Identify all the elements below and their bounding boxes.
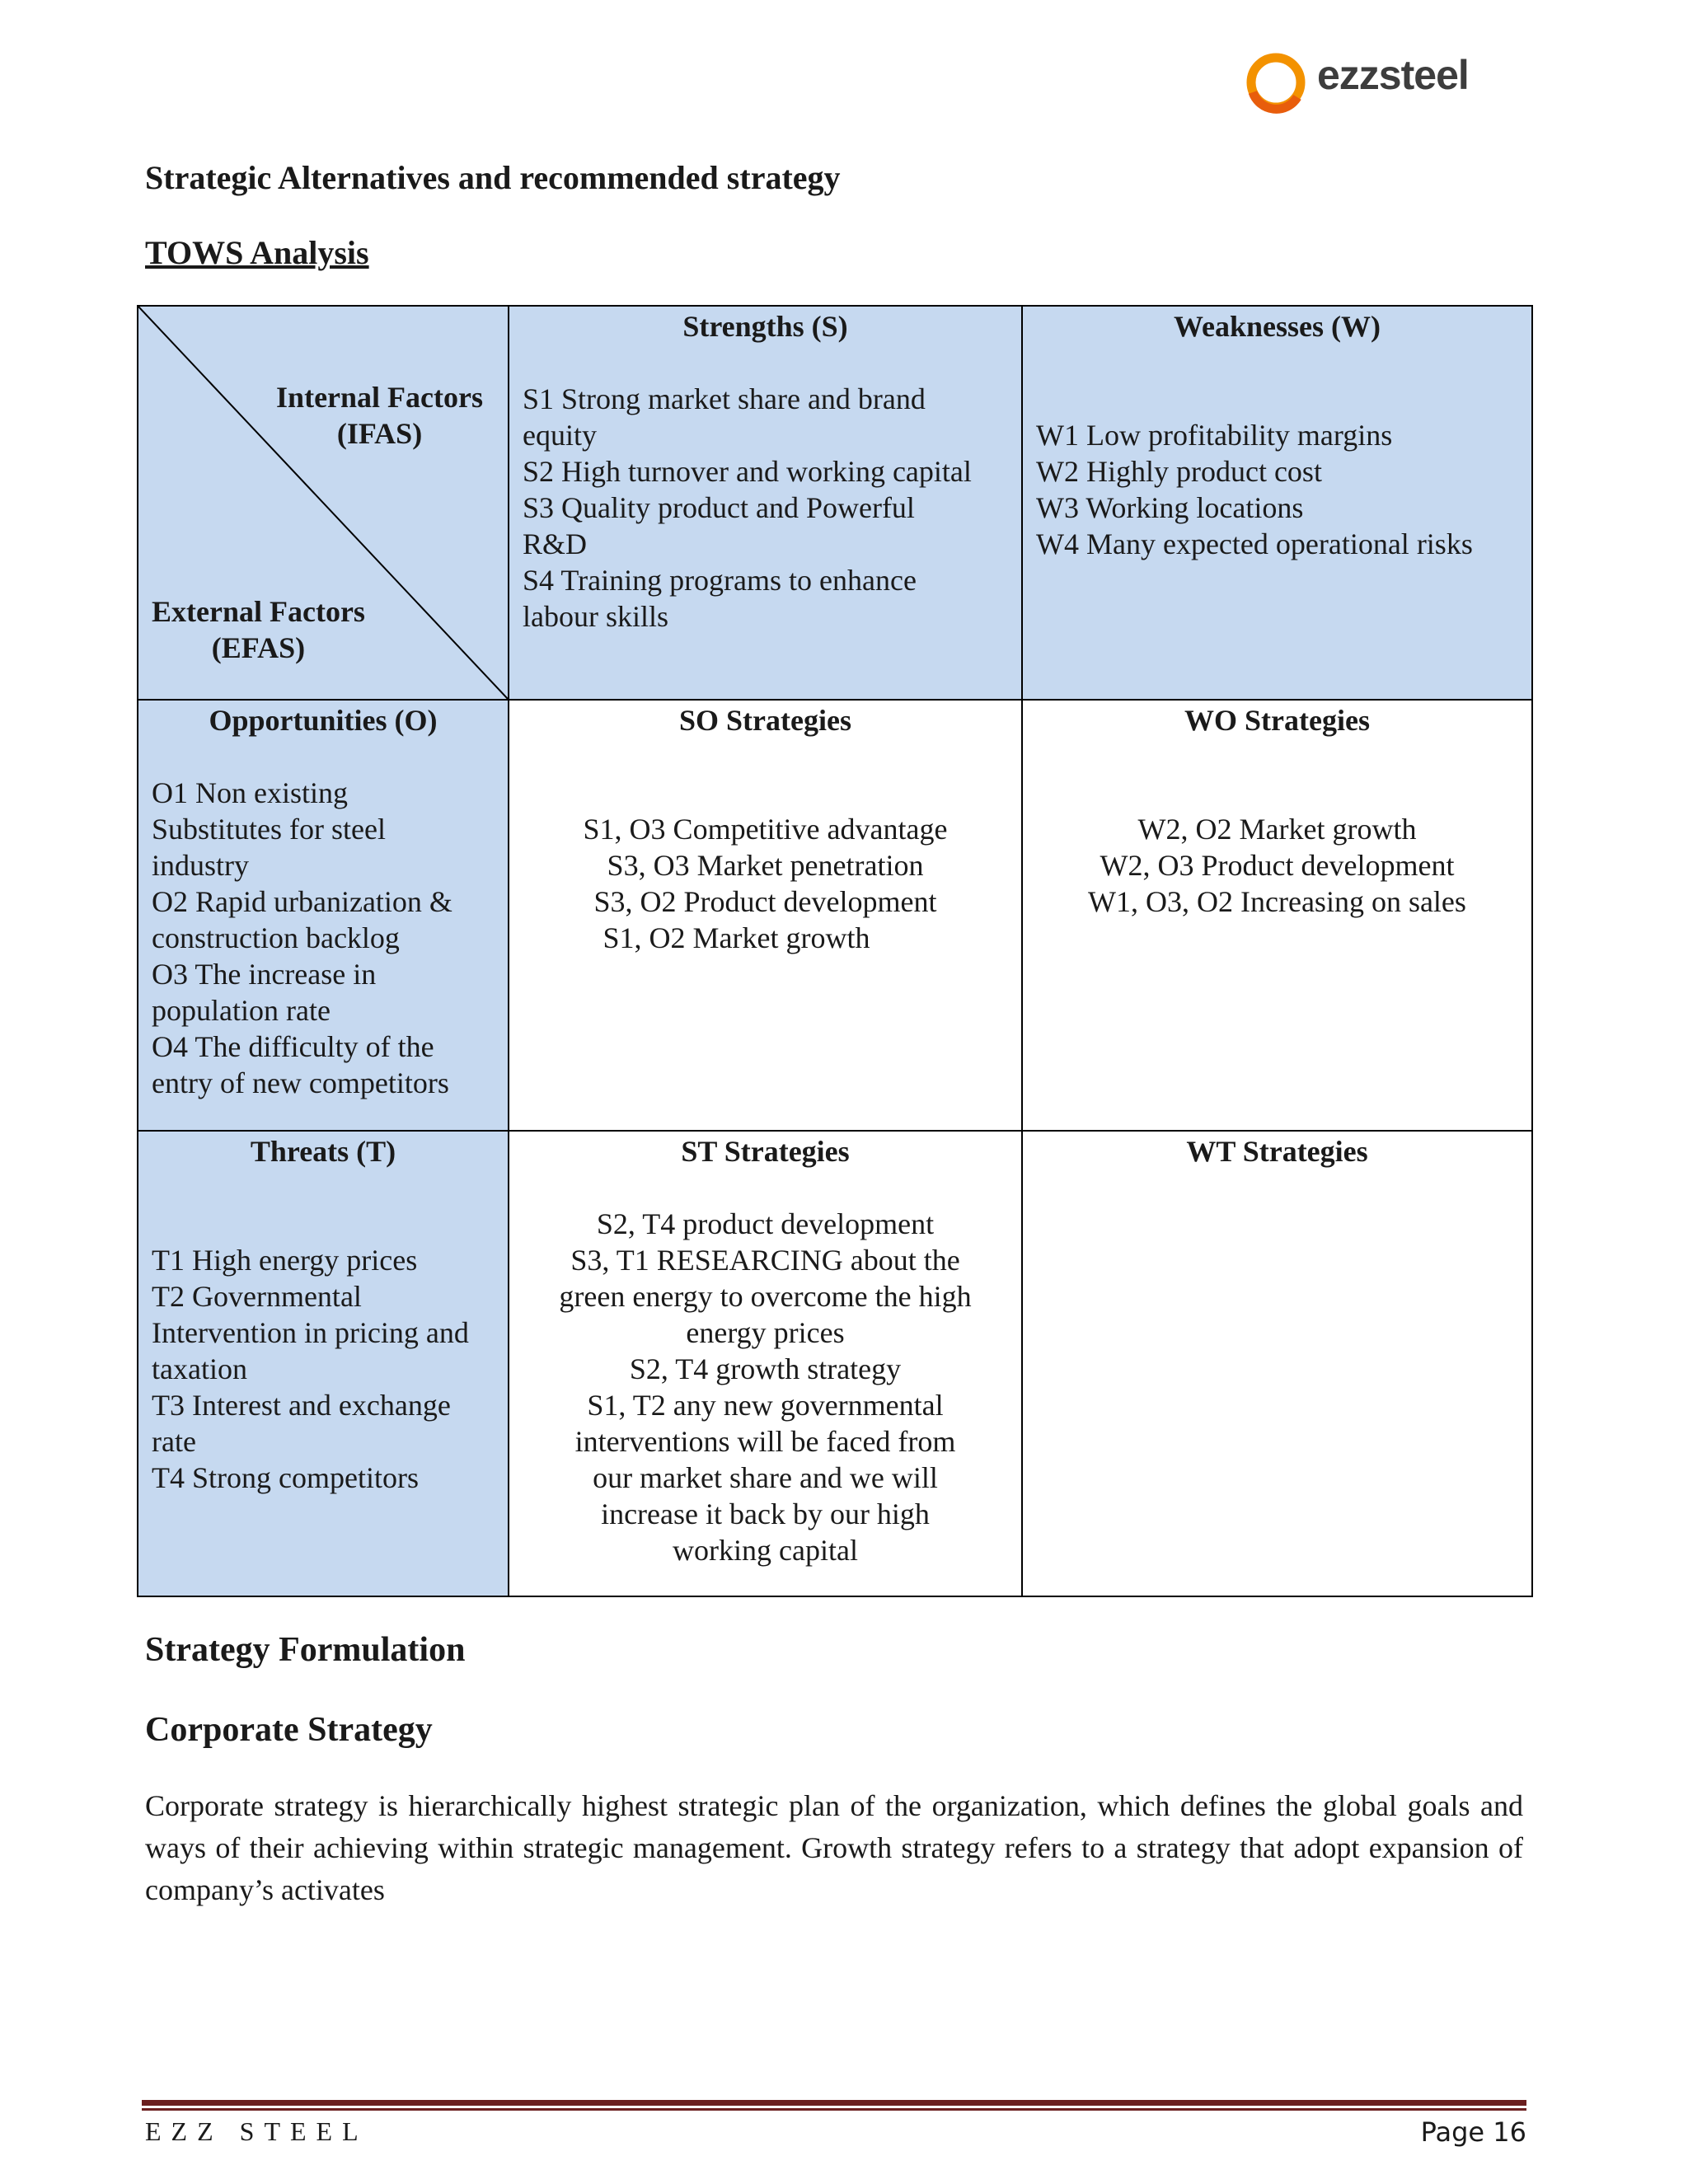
threats-header: Threats (T) [250, 1135, 396, 1168]
wo-strategies-cell [1021, 699, 1533, 1132]
list-item: construction backlog [152, 921, 400, 954]
logo-text: ezzsteel [1317, 52, 1469, 98]
list-item: S3 Quality product and Powerful [523, 491, 915, 524]
so-header: SO Strategies [679, 704, 851, 737]
list-item: W4 Many expected operational risks [1036, 527, 1473, 560]
list-item: green energy to overcome the high [559, 1280, 972, 1313]
list-item: S1, O2 Market growth [603, 921, 870, 954]
list-item: interventions will be faced from [574, 1425, 956, 1458]
list-item: S2, T4 product development [596, 1207, 935, 1240]
list-item: W1, O3, O2 Increasing on sales [1088, 885, 1466, 918]
internal-factors-line2: (IFAS) [336, 417, 423, 450]
tows-heading: TOWS Analysis [145, 234, 369, 271]
wo-list [1023, 811, 1531, 920]
st-strategies-cell [508, 1130, 1023, 1597]
list-item: rate [152, 1425, 196, 1458]
wo-header: WO Strategies [1184, 704, 1370, 737]
footer-rule-thin [142, 2108, 1526, 2111]
list-item: S3, O3 Market penetration [607, 849, 924, 882]
list-item: O2 Rapid urbanization & [152, 885, 452, 918]
strengths-cell [508, 305, 1023, 701]
external-factors-label [152, 593, 365, 666]
list-item: S1 Strong market share and brand [523, 382, 926, 415]
list-item: working capital [673, 1534, 858, 1567]
strengths-list [509, 381, 1021, 635]
opportunities-header: Opportunities (O) [209, 704, 438, 737]
list-item: W2, O2 Market growth [1137, 813, 1417, 846]
list-item: Substitutes for steel [152, 813, 386, 846]
list-item: S2 High turnover and working capital [523, 455, 972, 488]
list-item: T3 Interest and exchange [152, 1389, 451, 1422]
list-item: entry of new competitors [152, 1066, 449, 1099]
list-item: W1 Low profitability margins [1036, 419, 1393, 452]
list-item: population rate [152, 994, 331, 1027]
list-item: increase it back by our high [601, 1497, 930, 1530]
list-item: Intervention in pricing and [152, 1316, 469, 1349]
so-strategies-cell [508, 699, 1023, 1132]
weaknesses-cell [1021, 305, 1533, 701]
external-factors-line2: (EFAS) [211, 631, 306, 664]
opportunities-list [138, 775, 508, 1101]
st-header: ST Strategies [681, 1135, 850, 1168]
strategy-formulation-heading: Strategy Formulation [145, 1631, 466, 1669]
list-item: S1, T2 any new governmental [587, 1389, 944, 1422]
st-list [509, 1206, 1021, 1568]
corporate-strategy-paragraph: Corporate strategy is hierarchically highest strategic plan of the organization, which defines the global goals and ways of their achieving within strategic management. Growth strategy refers to a strategy that adopt expansion of company’s activates [145, 1789, 1523, 1906]
opportunities-cell [137, 699, 509, 1132]
page-number: Page 16 [1420, 2116, 1526, 2148]
footer-company: EZZ STEEL [145, 2116, 368, 2146]
list-item: equity [523, 419, 597, 452]
list-item: T1 High energy prices [152, 1244, 418, 1277]
list-item: S3, O2 Product development [593, 885, 937, 918]
wt-header: WT Strategies [1186, 1135, 1368, 1168]
threats-cell [137, 1130, 509, 1597]
weaknesses-list [1023, 417, 1531, 562]
so-list [509, 811, 1021, 956]
list-item: O1 Non existing [152, 776, 348, 809]
list-item: R&D [523, 527, 588, 560]
list-item: industry [152, 849, 250, 882]
strengths-header: Strengths (S) [682, 310, 848, 343]
list-item: labour skills [523, 600, 668, 633]
corporate-strategy-heading: Corporate Strategy [145, 1711, 433, 1749]
corner-cell [137, 305, 509, 701]
page-title: Strategic Alternatives and recommended strategy [145, 159, 841, 196]
list-item: O4 The difficulty of the [152, 1030, 434, 1063]
list-item: T4 Strong competitors [152, 1461, 419, 1494]
footer-rule-thick [142, 2100, 1526, 2106]
list-item: W3 Working locations [1036, 491, 1304, 524]
list-item: O3 The increase in [152, 958, 377, 991]
internal-factors-label [276, 379, 483, 452]
list-item: W2, O3 Product development [1100, 849, 1455, 882]
list-item: S2, T4 growth strategy [629, 1352, 902, 1385]
list-item: energy prices [686, 1316, 845, 1349]
list-item: our market share and we will [593, 1461, 938, 1494]
list-item: W2 Highly product cost [1036, 455, 1322, 488]
list-item: S1, O3 Competitive advantage [583, 813, 948, 846]
threats-list [138, 1242, 508, 1496]
wt-strategies-cell [1021, 1130, 1533, 1597]
internal-factors-line1: Internal Factors [276, 381, 483, 414]
weaknesses-header: Weaknesses (W) [1174, 310, 1381, 343]
external-factors-line1: External Factors [152, 595, 365, 628]
list-item: T2 Governmental [152, 1280, 362, 1313]
tows-table [137, 305, 1533, 1597]
list-item: taxation [152, 1352, 247, 1385]
list-item: S4 Training programs to enhance [523, 564, 917, 597]
list-item: S3, T1 RESEARCING about the [570, 1244, 960, 1277]
